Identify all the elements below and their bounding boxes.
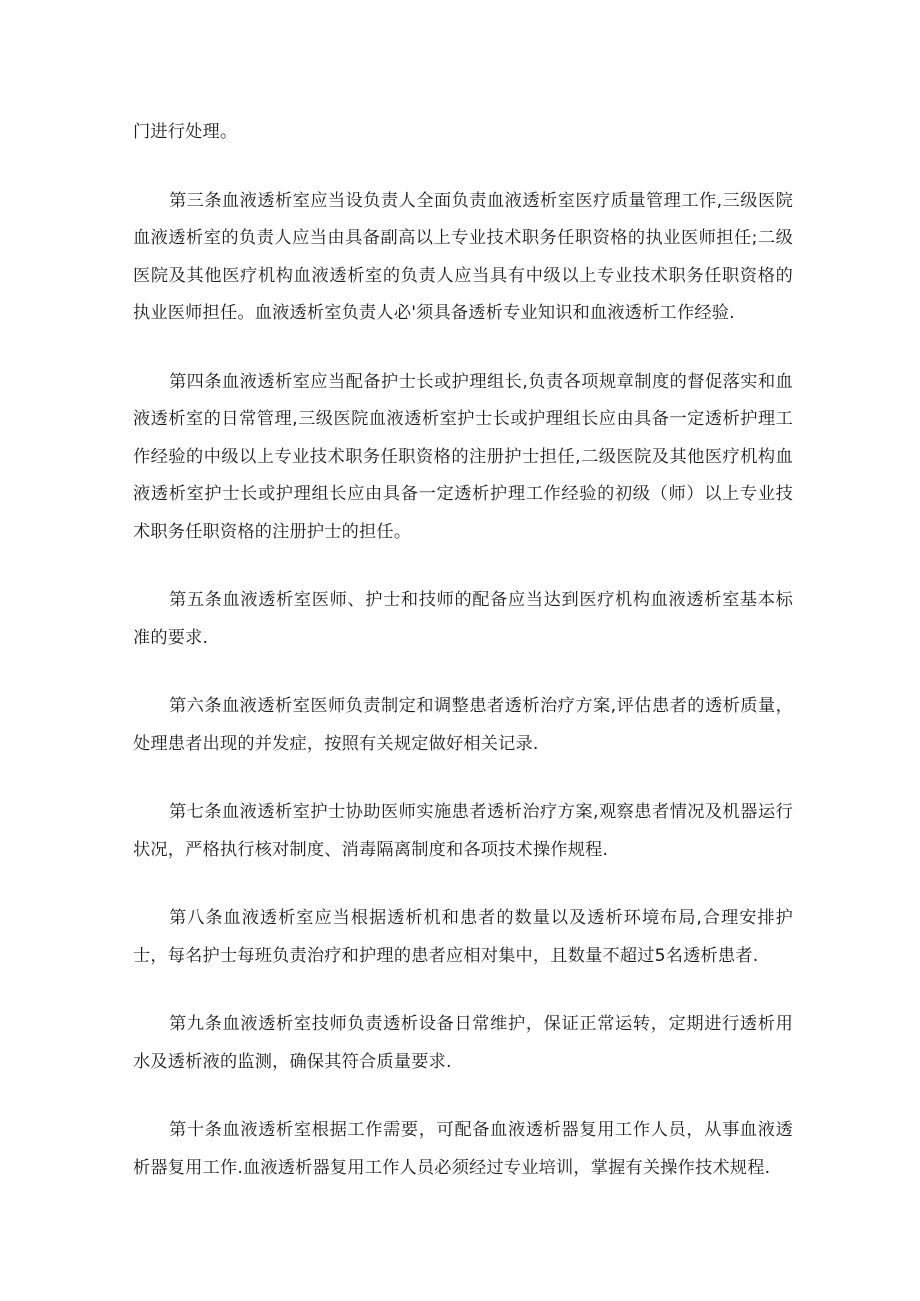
paragraph-article-4: 第四条血液透析室应当配备护士长或护理组长,负责各项规章制度的督促落实和血液透析室的日常管理,三级医院血液透析室护士长或护理组长应由具备一定透析护理工作经验的中级以上专业技术职务任职资格的注册护士担任,二级医院及其他医疗机构血液透析室护士长或护理组长应由具备一定透析护理工作经验的初级（师）以上专业技术职务任职资格的注册护士的担任。 [133,371,793,542]
document-body [133,114,793,1218]
paragraph-article-5: 第五条血液透析室医师、护士和技师的配备应当达到医疗机构血液透析室基本标准的要求. [133,590,793,648]
paragraph-article-9: 第九条血液透析室技师负责透析设备日常维护，保证正常运转，定期进行透析用水及透析液的监测，确保其符合质量要求. [133,1014,793,1072]
paragraph-article-7: 第七条血液透析室护士协助医师实施患者透析治疗方案,观察患者情况及机器运行状况，严格执行核对制度、消毒隔离制度和各项技术操作规程. [133,802,793,860]
paragraph-article-6: 第六条血液透析室医师负责制定和调整患者透析治疗方案,评估患者的透析质量，处理患者出现的并发症，按照有关规定做好相关记录. [133,696,793,754]
paragraph-article-10: 第十条血液透析室根据工作需要，可配备血液透析器复用工作人员，从事血液透析器复用工作.血液透析器复用工作人员必须经过专业培训，掌握有关操作技术规程. [133,1120,793,1178]
paragraph-article-8: 第八条血液透析室应当根据透析机和患者的数量以及透析环境布局,合理安排护士，每名护士每班负责治疗和护理的患者应相对集中，且数量不超过5名透析患者. [133,908,793,966]
paragraph-article-3: 第三条血液透析室应当设负责人全面负责血液透析室医疗质量管理工作,三级医院血液透析室的负责人应当由具备副高以上专业技术职务任职资格的执业医师担任;二级医院及其他医疗机构血液透析室的负责人应当具有中级以上专业技术职务任职资格的执业医师担任。血液透析室负责人必'须具备透析专业知识和血液透析工作经验. [133,190,793,323]
paragraph-continuation: 门进行处理。 [133,122,238,142]
